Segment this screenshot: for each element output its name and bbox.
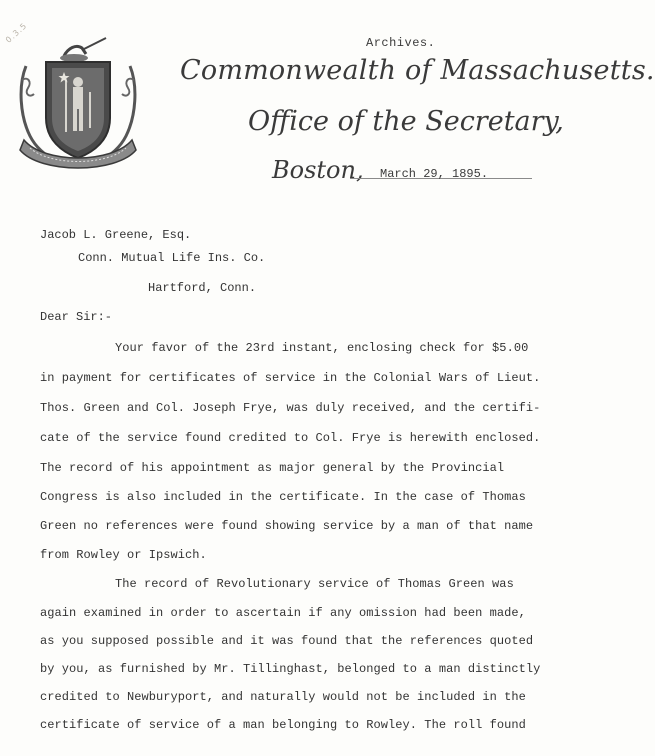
letterhead-commonwealth: Commonwealth of Massachusetts. — [180, 55, 655, 86]
body-line: in payment for certificates of service in the Colonial Wars of Lieut. — [40, 371, 541, 385]
body-line: Your favor of the 23rd instant, enclosing check for $5.00 — [115, 341, 529, 355]
body-line: Congress is also included in the certificate. In the case of Thomas — [40, 490, 526, 504]
letterhead-city: Boston, — [272, 156, 364, 184]
body-line: cate of the service found credited to Col. Frye is herewith enclosed. — [40, 431, 541, 445]
pencil-annotation: 0.3.5 — [4, 21, 29, 45]
archives-label: Archives. — [366, 36, 436, 50]
body-line: as you supposed possible and it was found that the references quoted — [40, 634, 534, 648]
body-line: certificate of service of a man belonging to Rowley. The roll found — [40, 718, 526, 732]
letterhead-office: Office of the Secretary, — [248, 106, 564, 137]
body-line: Thos. Green and Col. Joseph Frye, was duly received, and the certifi- — [40, 401, 541, 415]
body-line: Green no references were found showing service by a man of that name — [40, 519, 534, 533]
body-line: credited to Newburyport, and naturally would not be included in the — [40, 690, 526, 704]
body-line: The record of Revolutionary service of Thomas Green was — [115, 577, 514, 591]
body-line: by you, as furnished by Mr. Tillinghast, belonged to a man distinctly — [40, 662, 541, 676]
letter-date: March 29, 1895. — [380, 167, 489, 181]
recipient-name: Jacob L. Greene, Esq. — [40, 228, 192, 242]
recipient-city: Hartford, Conn. — [148, 281, 257, 295]
salutation: Dear Sir:- — [40, 310, 113, 324]
body-line: again examined in order to ascertain if any omission had been made, — [40, 606, 526, 620]
massachusetts-seal-icon — [16, 36, 140, 174]
body-line: from Rowley or Ipswich. — [40, 548, 207, 562]
body-line: The record of his appointment as major general by the Provincial — [40, 461, 505, 475]
recipient-company: Conn. Mutual Life Ins. Co. — [78, 251, 266, 265]
